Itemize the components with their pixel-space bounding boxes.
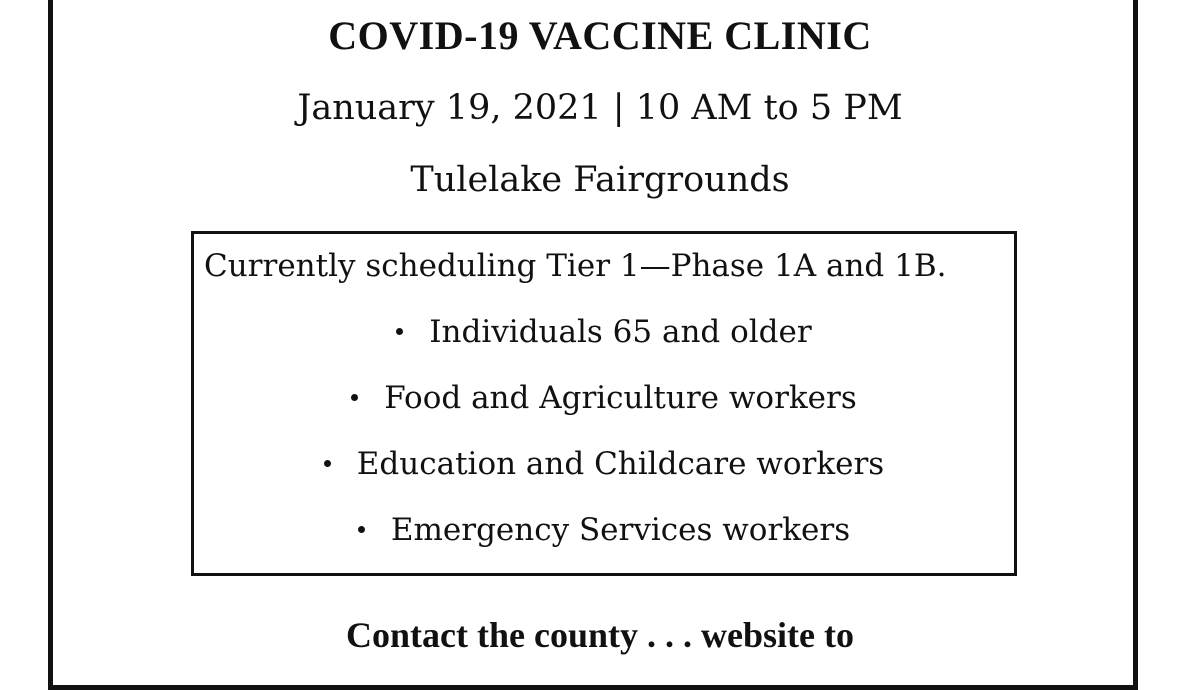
list-item xyxy=(194,378,1014,444)
list-item-label: Food and Agriculture workers xyxy=(384,380,857,416)
bullet-icon xyxy=(396,328,403,335)
clinic-date-time: January 19, 2021 | 10 AM to 5 PM xyxy=(297,88,903,128)
bullet-icon xyxy=(324,460,331,467)
clinic-title: COVID-19 VACCINE CLINIC xyxy=(328,13,872,58)
eligibility-intro: Currently scheduling Tier 1—Phase 1A and 1B. xyxy=(204,248,947,284)
list-item-label: Education and Childcare workers xyxy=(356,446,885,482)
eligibility-list xyxy=(194,312,1014,576)
list-item xyxy=(194,312,1014,378)
contact-text-partial: Contact the county . . . website to xyxy=(346,615,854,655)
list-item-label: Emergency Services workers xyxy=(390,512,851,548)
eligibility-box xyxy=(191,231,1017,576)
clinic-location: Tulelake Fairgrounds xyxy=(410,160,790,200)
bullet-icon xyxy=(358,526,365,533)
list-item-label: Individuals 65 and older xyxy=(429,314,812,350)
list-item xyxy=(194,444,1014,510)
list-item xyxy=(194,510,1014,576)
bullet-icon xyxy=(351,394,358,401)
